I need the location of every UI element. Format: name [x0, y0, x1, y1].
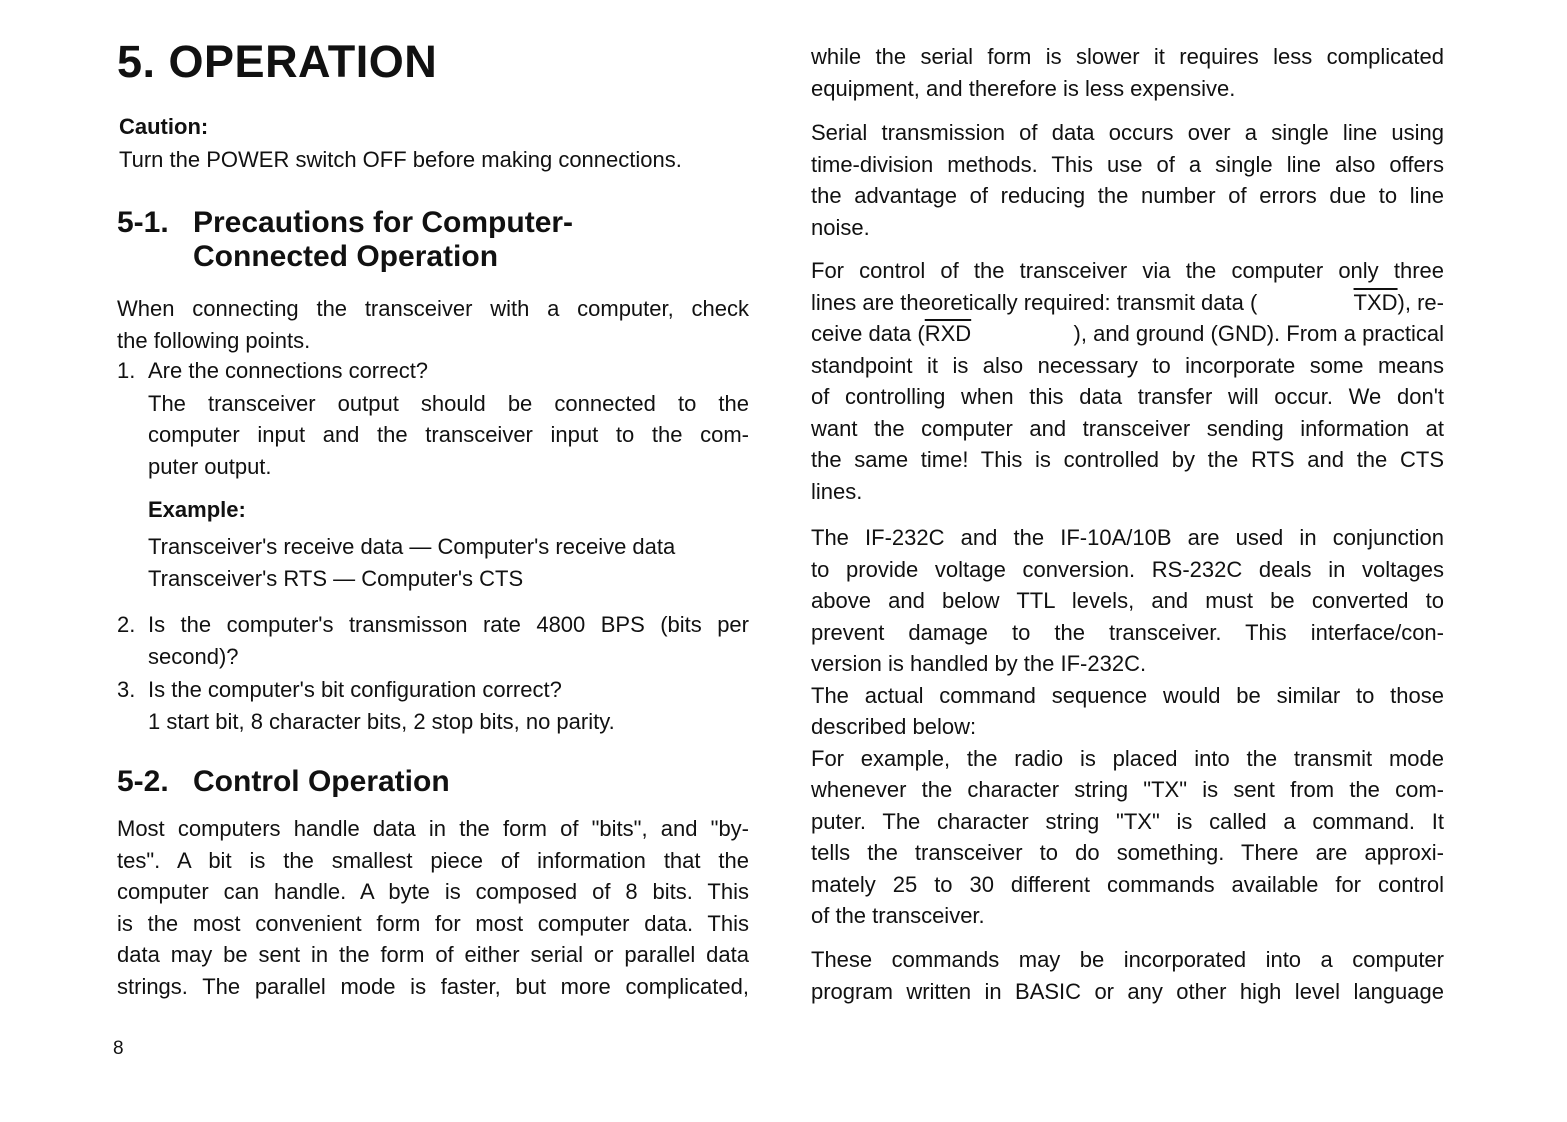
item-text-line: Is the computer's transmisson rate 4800 BPS (bits per — [148, 612, 749, 637]
paragraph-line: time-division methods. This use of a single line also offers — [811, 151, 1444, 177]
paragraph-line: want the computer and transceiver sending information at — [811, 415, 1444, 441]
rxd-signal-label: $\overline{RXD}$ — [924, 321, 972, 346]
section-5-1-title-line2: Connected Operation — [193, 240, 499, 273]
example-lines — [148, 531, 675, 594]
item-number: 1. — [117, 358, 136, 383]
section-5-1-heading — [117, 206, 573, 274]
item-text-line: Is the computer's bit configuration correct? — [148, 677, 562, 702]
paragraph-line: of the transceiver. — [811, 903, 985, 928]
paragraph-line: equipment, and therefore is less expensive. — [811, 75, 1236, 101]
item-text-line: second)? — [148, 643, 239, 669]
paragraph-line: noise. — [811, 214, 870, 240]
paragraph-line: to provide voltage conversion. RS-232C deals in voltages — [811, 556, 1444, 582]
section-5-2-title: Control Operation — [193, 765, 450, 798]
paragraph-line: of controlling when this data transfer will occur. We don't — [811, 384, 1444, 409]
paragraph-line: Most computers handle data in the form of "bits", and "by- — [117, 816, 749, 841]
paragraph-line: mately 25 to 30 different commands available for control — [811, 871, 1444, 897]
paragraph-line: above and below TTL levels, and must be converted to — [811, 588, 1444, 613]
checklist-item-2 — [117, 609, 749, 672]
paragraph-line: standpoint it is also necessary to incorporate some means — [811, 352, 1444, 378]
paragraph-line: Serial transmission of data occurs over a single line using — [811, 120, 1444, 145]
text-fragment: ceive data ( — [811, 321, 925, 346]
paragraph-line: computer can handle. A byte is composed of 8 bits. This — [117, 879, 749, 904]
paragraph-line: tes". A bit is the smallest piece of information that the — [117, 847, 749, 873]
right-paragraph-4 — [811, 522, 1444, 932]
text-fragment: ), and ground (GND). From a practical — [1073, 321, 1444, 346]
section-5-2-number: 5-2. — [117, 765, 169, 798]
right-paragraph-1 — [811, 41, 1444, 104]
paragraph-line: the same time! This is controlled by the RTS and the CTS — [811, 447, 1444, 472]
example-line: Transceiver's receive data — Computer's receive data — [148, 534, 676, 559]
paragraph-line: whenever the character string "TX" is sent from the com- — [811, 777, 1444, 802]
paragraph-line: prevent damage to the transceiver. This interface/con- — [811, 619, 1444, 645]
page-title: 5. OPERATION — [117, 36, 438, 87]
item-text-line: 1 start bit, 8 character bits, 2 stop bits, no parity. — [148, 708, 615, 734]
page-number: 8 — [113, 1038, 124, 1059]
right-paragraph-3 — [811, 255, 1444, 507]
item-text-line: The transceiver output should be connected to the — [148, 390, 749, 416]
item-text-line: puter output. — [148, 453, 272, 479]
checklist-item-1 — [117, 355, 749, 482]
paragraph-line: data may be sent in the form of either serial or parallel data — [117, 942, 749, 967]
text-fragment: lines are theoretically required: transmit data ( — [811, 289, 1258, 315]
item-number: 3. — [117, 677, 136, 702]
right-column — [811, 0, 1444, 1122]
paragraph-line: while the serial form is slower it requires less complicated — [811, 44, 1444, 69]
text-fragment: ), re- — [1397, 289, 1444, 315]
txd-signal-label: $\overline{TXD}$ — [1353, 289, 1398, 315]
paragraph-line: version is handled by the IF-232C. — [811, 651, 1147, 676]
intro-line: the following points. — [117, 327, 311, 353]
paragraph-line: strings. The parallel mode is faster, but more complicated, — [117, 973, 749, 999]
paragraph-line: program written in BASIC or any other high level language — [811, 978, 1444, 1004]
checklist-item-3 — [117, 674, 749, 737]
paragraph-line: For example, the radio is placed into the transmit mode — [811, 745, 1444, 771]
intro-line: When connecting the transceiver with a computer, check — [117, 296, 749, 321]
caution-text: Turn the POWER switch OFF before making connections. — [119, 147, 682, 172]
right-paragraph-5 — [811, 944, 1444, 1007]
paragraph-line: the advantage of reducing the number of errors due to line — [811, 183, 1444, 208]
paragraph-line: For control of the transceiver via the computer only three — [811, 258, 1444, 283]
left-column — [117, 0, 749, 1122]
section-5-2-heading — [117, 765, 450, 799]
example-line: Transceiver's RTS — Computer's CTS — [148, 565, 524, 591]
paragraph-line: puter. The character string "TX" is called a command. It — [811, 808, 1444, 834]
item-text-line: computer input and the transceiver input to the com- — [148, 422, 749, 447]
item-number: 2. — [117, 612, 136, 637]
item-question: Are the connections correct? — [148, 358, 429, 383]
control-paragraph — [117, 813, 749, 1002]
paragraph-line: described below: — [811, 714, 977, 739]
paragraph-line: tells the transceiver to do something. There are approxi- — [811, 840, 1444, 865]
example-label: Example: — [148, 497, 246, 522]
paragraph-line: The IF-232C and the IF-10A/10B are used in conjunction — [811, 525, 1444, 550]
right-paragraph-2 — [811, 117, 1444, 243]
section-5-1-number: 5-1. — [117, 206, 169, 239]
paragraph-line — [811, 318, 1444, 350]
intro-paragraph — [117, 293, 749, 356]
caution-label: Caution: — [119, 114, 209, 139]
paragraph-line: lines. — [811, 478, 863, 504]
paragraph-line: These commands may be incorporated into a computer — [811, 947, 1444, 972]
paragraph-line — [811, 287, 1444, 319]
paragraph-line: The actual command sequence would be similar to those — [811, 682, 1444, 708]
paragraph-line: is the most convenient form for most computer data. This — [117, 910, 749, 936]
section-5-1-title-line1: Precautions for Computer- — [193, 206, 574, 239]
